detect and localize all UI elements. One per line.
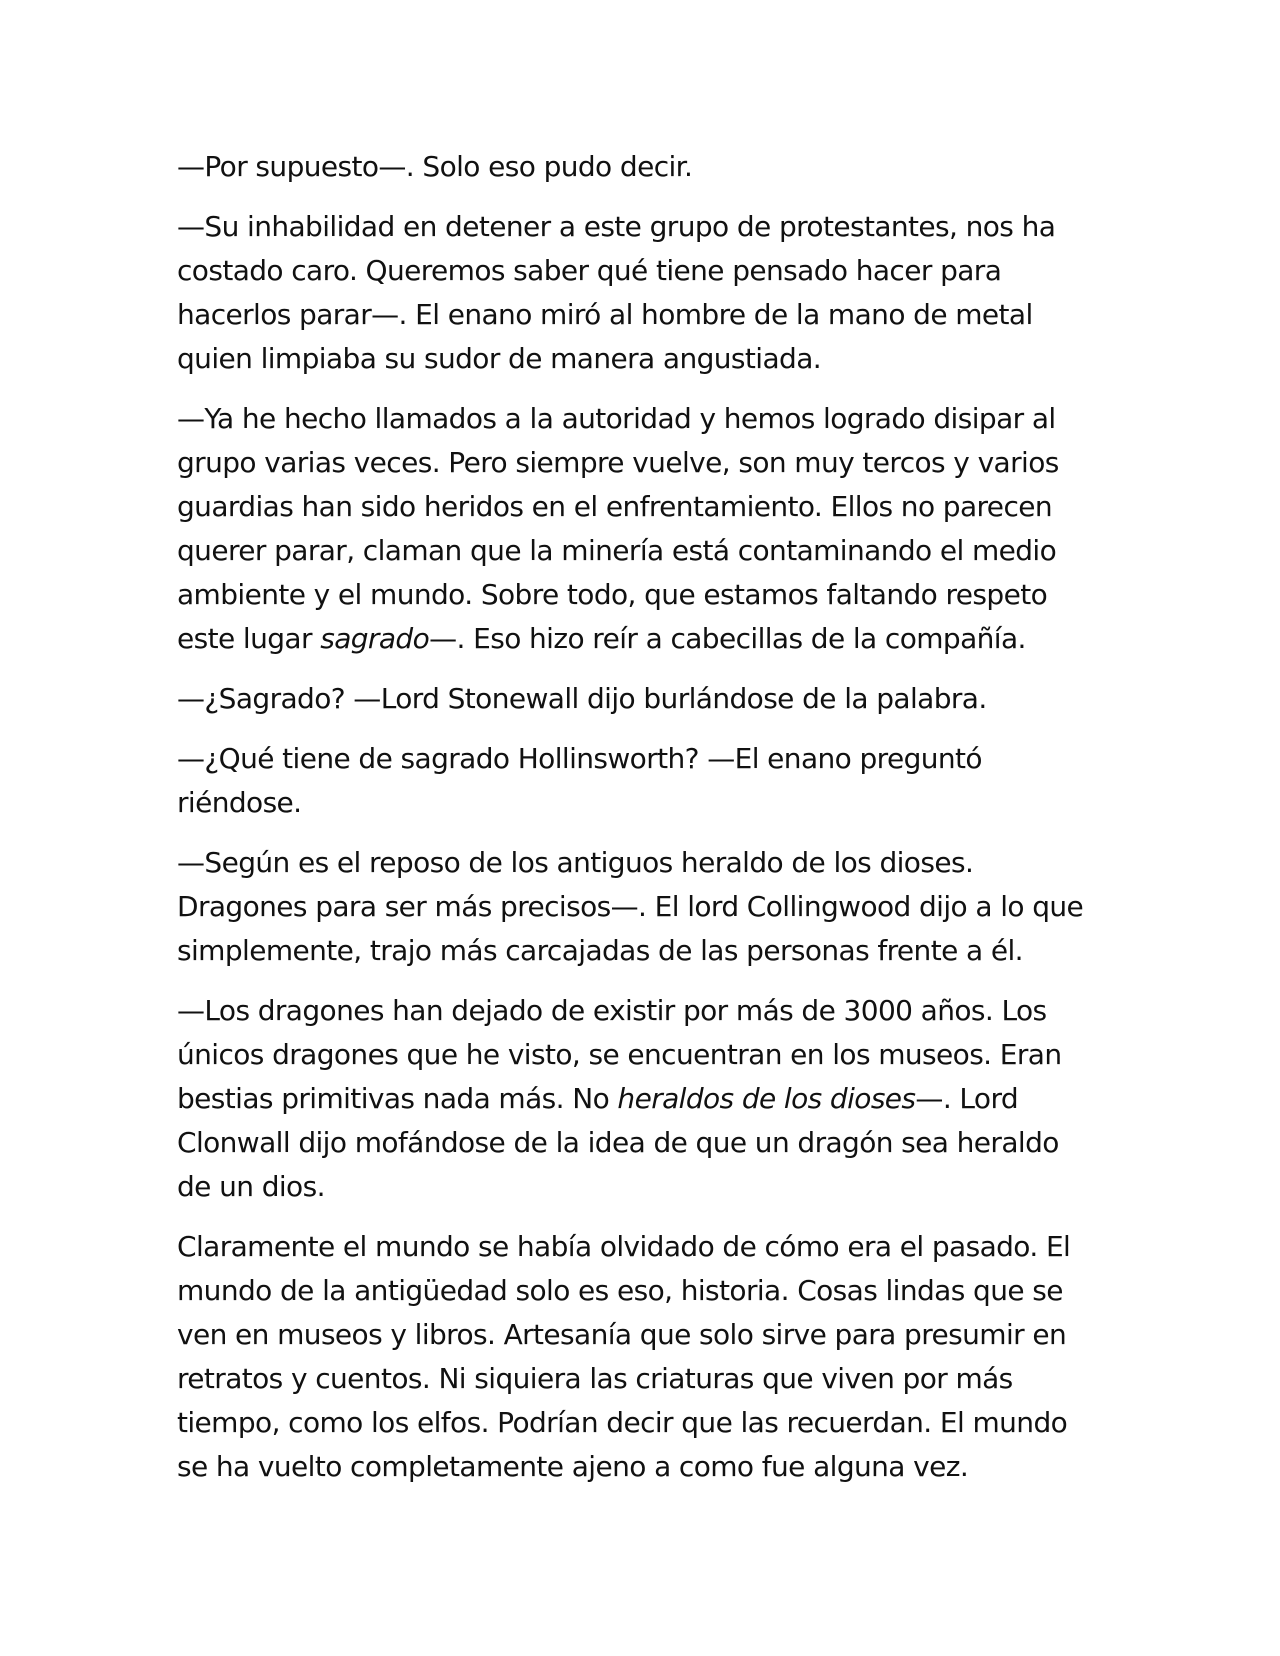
text-line — [177, 989, 1107, 1033]
text-run: —. Eso hizo reír a cabecillas de la compañía. — [429, 622, 1026, 655]
document-body — [177, 145, 1107, 1505]
text-line — [177, 1077, 1107, 1121]
text-line — [177, 781, 1107, 825]
text-run: este lugar — [177, 622, 321, 655]
paragraph — [177, 1225, 1107, 1489]
text-run: bestias primitivas nada más. No — [177, 1082, 618, 1115]
text-run: —Según es el reposo de los antiguos heraldo de los dioses. — [177, 846, 974, 879]
text-run: simplemente, trajo más carcajadas de las personas frente a él. — [177, 934, 1023, 967]
paragraph — [177, 397, 1107, 661]
text-line — [177, 485, 1107, 529]
text-run: —Por supuesto—. Solo eso pudo decir. — [177, 150, 693, 183]
text-run: Clonwall dijo mofándose de la idea de que un dragón sea heraldo — [177, 1126, 1059, 1159]
paragraph — [177, 205, 1107, 381]
text-line — [177, 1269, 1107, 1313]
paragraph — [177, 841, 1107, 973]
text-run: Claramente el mundo se había olvidado de cómo era el pasado. El — [177, 1230, 1071, 1263]
paragraph — [177, 737, 1107, 825]
text-line — [177, 617, 1107, 661]
text-line — [177, 841, 1107, 885]
paragraph — [177, 677, 1107, 721]
text-line — [177, 441, 1107, 485]
text-line — [177, 885, 1107, 929]
italic-text-run: sagrado — [320, 622, 430, 655]
text-run: riéndose. — [177, 786, 302, 819]
text-line — [177, 737, 1107, 781]
text-run: costado caro. Queremos saber qué tiene pensado hacer para — [177, 254, 1002, 287]
text-line — [177, 1313, 1107, 1357]
text-line — [177, 397, 1107, 441]
text-run: únicos dragones que he visto, se encuentran en los museos. Eran — [177, 1038, 1062, 1071]
text-run: grupo varias veces. Pero siempre vuelve, son muy tercos y varios — [177, 446, 1059, 479]
text-line — [177, 1445, 1107, 1489]
text-run: de un dios. — [177, 1170, 325, 1203]
text-run: hacerlos parar—. El enano miró al hombre de la mano de metal — [177, 298, 1033, 331]
text-run: quien limpiaba su sudor de manera angustiada. — [177, 342, 822, 375]
text-line — [177, 249, 1107, 293]
text-run: mundo de la antigüedad solo es eso, historia. Cosas lindas que se — [177, 1274, 1063, 1307]
text-line — [177, 205, 1107, 249]
text-run: guardias han sido heridos en el enfrentamiento. Ellos no parecen — [177, 490, 1053, 523]
text-run: ambiente y el mundo. Sobre todo, que estamos faltando respeto — [177, 578, 1048, 611]
text-run: tiempo, como los elfos. Podrían decir que las recuerdan. El mundo — [177, 1406, 1068, 1439]
text-run: —¿Qué tiene de sagrado Hollinsworth? —El enano preguntó — [177, 742, 982, 775]
text-run: —Ya he hecho llamados a la autoridad y hemos logrado disipar al — [177, 402, 1056, 435]
text-run: querer parar, claman que la minería está contaminando el medio — [177, 534, 1057, 567]
text-line — [177, 1121, 1107, 1165]
text-run: —¿Sagrado? —Lord Stonewall dijo burlándose de la palabra. — [177, 682, 987, 715]
italic-text-run: heraldos de los dioses — [617, 1082, 916, 1115]
text-line — [177, 1357, 1107, 1401]
text-line — [177, 1225, 1107, 1269]
text-line — [177, 1033, 1107, 1077]
text-run: —Su inhabilidad en detener a este grupo de protestantes, nos ha — [177, 210, 1056, 243]
text-line — [177, 293, 1107, 337]
text-run: —Los dragones han dejado de existir por más de 3000 años. Los — [177, 994, 1047, 1027]
text-run: Dragones para ser más precisos—. El lord Collingwood dijo a lo que — [177, 890, 1084, 923]
text-run: retratos y cuentos. Ni siquiera las criaturas que viven por más — [177, 1362, 1013, 1395]
text-line — [177, 677, 1107, 721]
text-line — [177, 145, 1107, 189]
text-line — [177, 337, 1107, 381]
paragraph — [177, 989, 1107, 1209]
text-line — [177, 573, 1107, 617]
text-run: —. Lord — [915, 1082, 1019, 1115]
text-run: se ha vuelto completamente ajeno a como fue alguna vez. — [177, 1450, 969, 1483]
text-line — [177, 1401, 1107, 1445]
text-run: ven en museos y libros. Artesanía que solo sirve para presumir en — [177, 1318, 1067, 1351]
text-line — [177, 529, 1107, 573]
text-line — [177, 1165, 1107, 1209]
paragraph — [177, 145, 1107, 189]
text-line — [177, 929, 1107, 973]
